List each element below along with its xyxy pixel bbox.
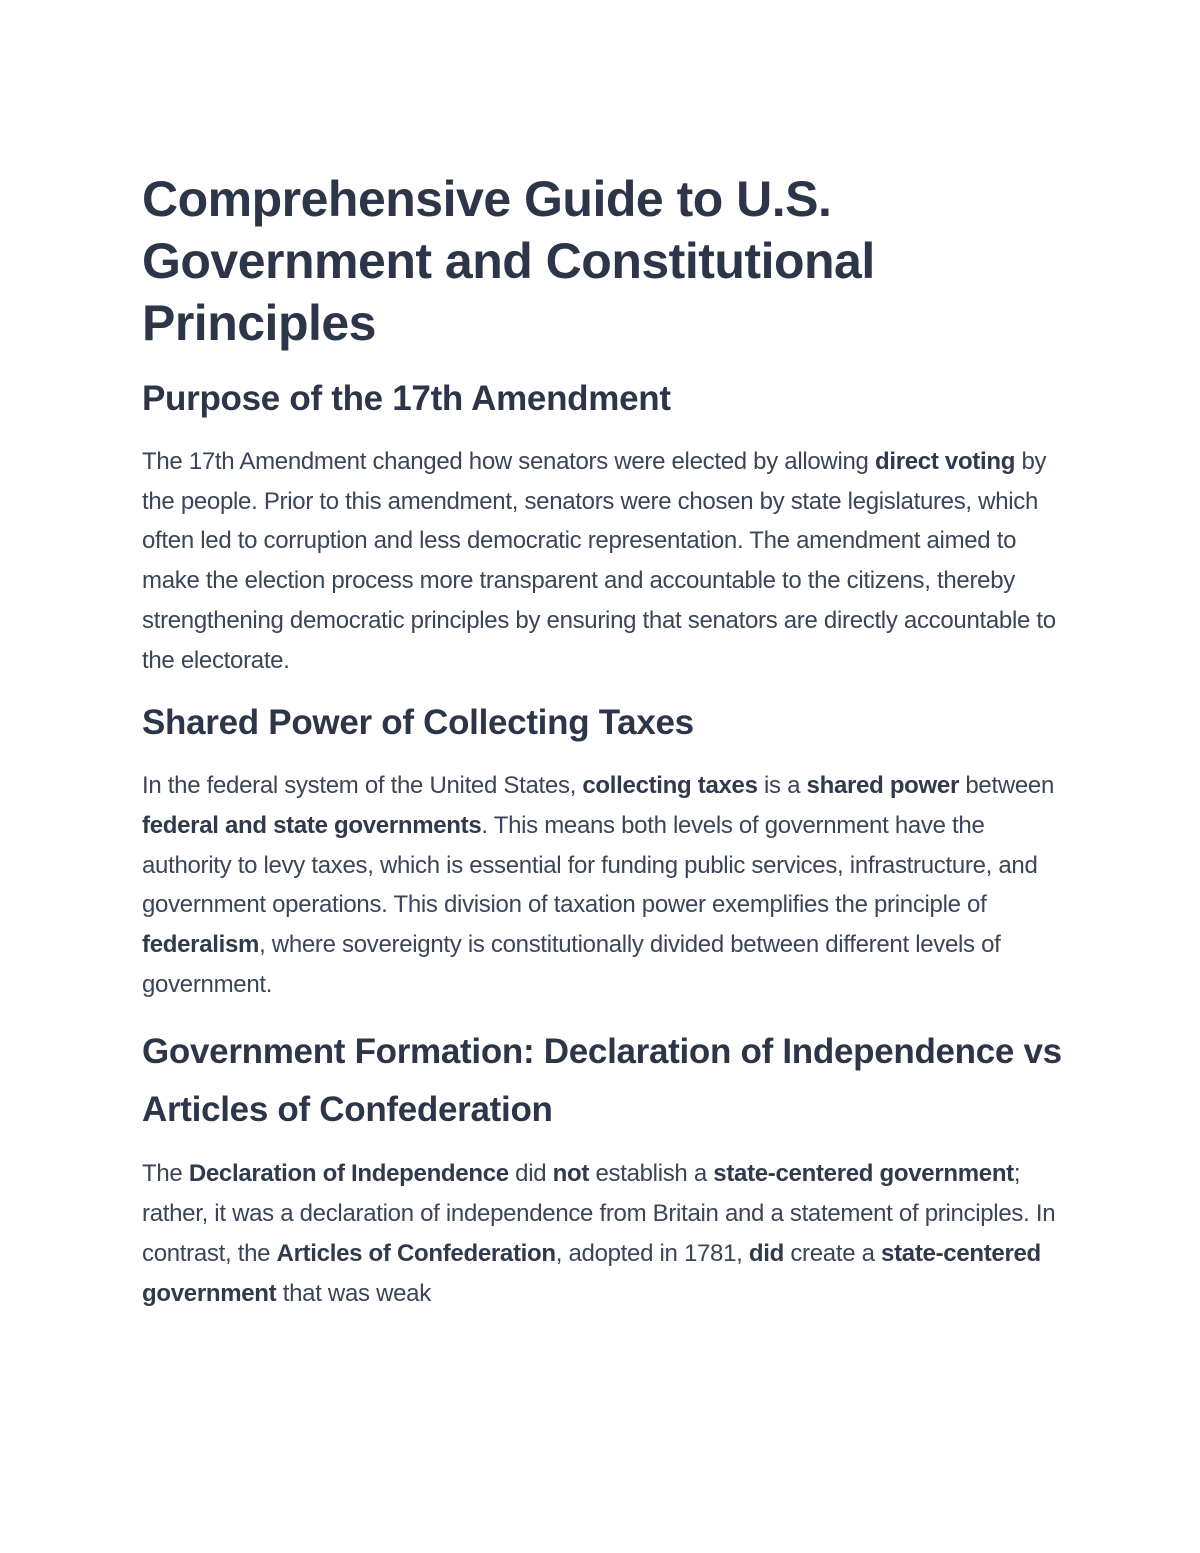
text-run: . This means both levels of government have the authority to levy taxes, which is essential for funding public services, infrastructure, and government operations. This division of taxation power exemplifies the principle of <box>142 811 1038 919</box>
text-run: by the people. Prior to this amendment, senators were chosen by state legislatures, which often led to corruption and less democratic representation. The amendment aimed to make the election process more transparent and accountable to the citizens, thereby strengthening democratic principles by ensuring that senators are directly accountable to the electorate. <box>142 448 1056 674</box>
section-paragraph-shared-taxes <box>142 766 1062 1004</box>
bold-text-run: federal and state governments <box>142 811 482 839</box>
text-run: is a <box>757 772 807 800</box>
document-page <box>142 168 1062 1313</box>
text-run: , where sovereignty is constitutionally divided between different levels of government. <box>142 931 1001 998</box>
bold-text-run: state-centered government <box>142 1239 1041 1307</box>
bold-text-run: Articles of Confederation <box>276 1239 556 1267</box>
bold-text-run: collecting taxes <box>582 772 758 800</box>
bold-text-run: direct voting <box>874 448 1016 475</box>
section-paragraph-17th-amendment <box>142 442 1062 680</box>
text-run: The 17th Amendment changed how senators were elected by allowing <box>142 448 875 475</box>
text-run: In the federal system of the United States, <box>142 772 583 800</box>
bold-text-run: not <box>552 1160 590 1188</box>
bold-text-run: state-centered government <box>713 1160 1014 1188</box>
section-heading-17th-amendment: Purpose of the 17th Amendment <box>142 379 671 418</box>
text-run: between <box>959 772 1055 800</box>
section-heading-shared-taxes: Shared Power of Collecting Taxes <box>142 703 694 743</box>
text-run: , adopted in 1781, <box>555 1239 749 1267</box>
document-title: Comprehensive Guide to U.S. Government and Constitutional Principles <box>142 171 875 351</box>
text-run: create a <box>783 1239 882 1267</box>
section-paragraph-government-formation <box>142 1154 1062 1313</box>
text-run: The <box>142 1160 189 1188</box>
bold-text-run: Declaration of Independence <box>188 1160 509 1188</box>
section-heading-government-formation: Government Formation: Declaration of Independence vs Articles of Confederation <box>142 1032 1062 1130</box>
text-run: that was weak <box>276 1279 431 1307</box>
bold-text-run: shared power <box>806 772 959 800</box>
text-run: ; rather, it was a declaration of independence from Britain and a statement of principles. In contrast, the <box>142 1160 1056 1267</box>
text-run: did <box>508 1160 553 1188</box>
text-run: establish a <box>589 1160 714 1188</box>
bold-text-run: federalism <box>142 931 260 959</box>
bold-text-run: did <box>748 1239 784 1267</box>
